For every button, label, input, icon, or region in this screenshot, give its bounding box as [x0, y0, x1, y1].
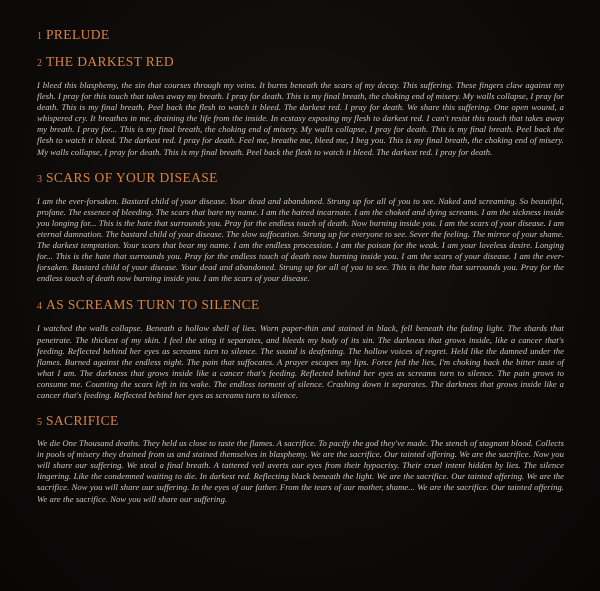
track-lyrics: I am the ever-forsaken. Bastard child of your disease. Your dead and abandoned. Strung up for all of you to see. Naked and screaming. So beautiful, profane. The essence of bleeding. The scars that bare my name. I am the hatred incarnate. I am the choked and dying screams. I am the sickness inside you longing for... This is the hate that surrounds you. Pray for the endless touch of death. Now burning inside you. I am the scars of your disease. I am eternal damnation. The bastard child of your disease. The slow suffocation. Strung up for everyone to see. Sever the feeling. The mirror of your shame. The darkest temptation. Your scars that bear my name. I am the endless procession. I am the poison for the weak. I am your loveless desire. Longing for... This is the hate that surrounds you. Pray for the endless touch of death now burning inside you. I am the scars of your disease. I am the ever-forsaken. Bastard child of your disease. Your dead and abandoned. Strung up for all of you to see. This is the hate that surrounds you. Pray for the endless touch of death now burning inside you. I am the scars of your disease.	[37, 195, 564, 284]
track-number: 2	[37, 58, 42, 69]
track-heading	[37, 414, 564, 428]
track-number: 4	[37, 301, 42, 313]
track-title: THE DARKEST RED	[46, 54, 175, 69]
track-section-sacrifice	[37, 414, 564, 505]
track-lyrics: We die One Thousand deaths. They held us close to taste the flames. A sacrifice. To pacify the god they've made. The stench of stagnant blood. Collects in pools of misery they drained from us and stained themselves in blasphemy. We are the sacrifice. Our tainted offering. We are the sacrifice. Now you will share our suffering. We steal a final breath. A tattered veil averts our eyes from their hypocrisy. Their cruel intent hidden by lies. The silence lingering. Like the condemned waiting to die. In darkest red. Reflecting black beneath the light. We are the sacrifice. Our tainted offering. We are the sacrifice. Now you will share our suffering. In the eyes of our father. From the tears of our mother, shame... We are the sacrifice. Our tainted offering. We are the sacrifice. Now you will share our suffering.	[37, 438, 564, 504]
track-title: SACRIFICE	[46, 413, 119, 429]
track-heading	[37, 298, 564, 312]
track-heading	[37, 55, 564, 69]
track-number: 3	[37, 173, 42, 185]
track-lyrics: I bleed this blasphemy, the sin that courses through my veins. It burns beneath the scars of my decay. This suffering. These fingers claw against my flesh. I pray for this touch that takes away my breath. I pray for death. This is my final breath, the choking end of misery. My walls collapse, I pray for death. This is my final breath. Peel back the flesh to watch it bleed. The darkest red. I pray for death. We share this suffering. One open wound, a whispered cry. It breathes in me, draining the life from the inside. In ecstasy exposing my flesh to darkest red. I can't resist this touch that takes away my breath. I pray for... This is my final breath, the choking end of misery. My walls collapse, I pray for death. This is my final breath. Peel back the flesh to watch it bleed. The darkest red. I pray for death. Feel me, breathe me, bleed me, I beg you. This is my final breath, the choking end of misery. My walls collapse, I pray for death. This is my final breath. Peel back the flesh to watch it bleed. The darkest red. I pray for death.	[37, 80, 564, 157]
track-number: 5	[37, 417, 42, 429]
track-section-as-screams-turn-to-silence	[37, 298, 564, 401]
track-section-scars-of-your-disease	[37, 171, 564, 285]
track-title: PRELUDE	[46, 27, 110, 42]
track-heading	[37, 171, 564, 185]
track-number: 1	[37, 31, 42, 42]
track-title: SCARS OF YOUR DISEASE	[46, 169, 218, 185]
track-section-prelude	[37, 28, 564, 42]
track-section-the-darkest-red	[37, 55, 564, 158]
track-title: AS SCREAMS TURN TO SILENCE	[46, 297, 260, 313]
track-lyrics: I watched the walls collapse. Beneath a hollow shell of lies. Worn paper-thin and stained in black, fell beneath the fading light. The shards that penetrate. The thickest of my skin. I feel the sting it separates, and bleeds my body of its sin. The darkness that grows inside, like a cancer that's feeding. Reflected behind her eyes as screams turn to silence. The sound is deafening. The hollow voices of regret. Held like the damned under the flames. Burned against the endless night. The pain that suffocates. A prayer escapes my lips. Force fed the lies, I'm choking back the bitter taste of what I am. The darkness that grows inside like a cancer that's feeding. Reflected behind her eyes as screams turn to silence. The pain grows to consume me. Counting the scars left in its wake. The endless torment of silence. Crashing down it separates. The darkness that grows inside like a cancer that's feeding. Reflected behind her eyes as screams turn to silence.	[37, 323, 564, 400]
track-heading	[37, 28, 564, 42]
